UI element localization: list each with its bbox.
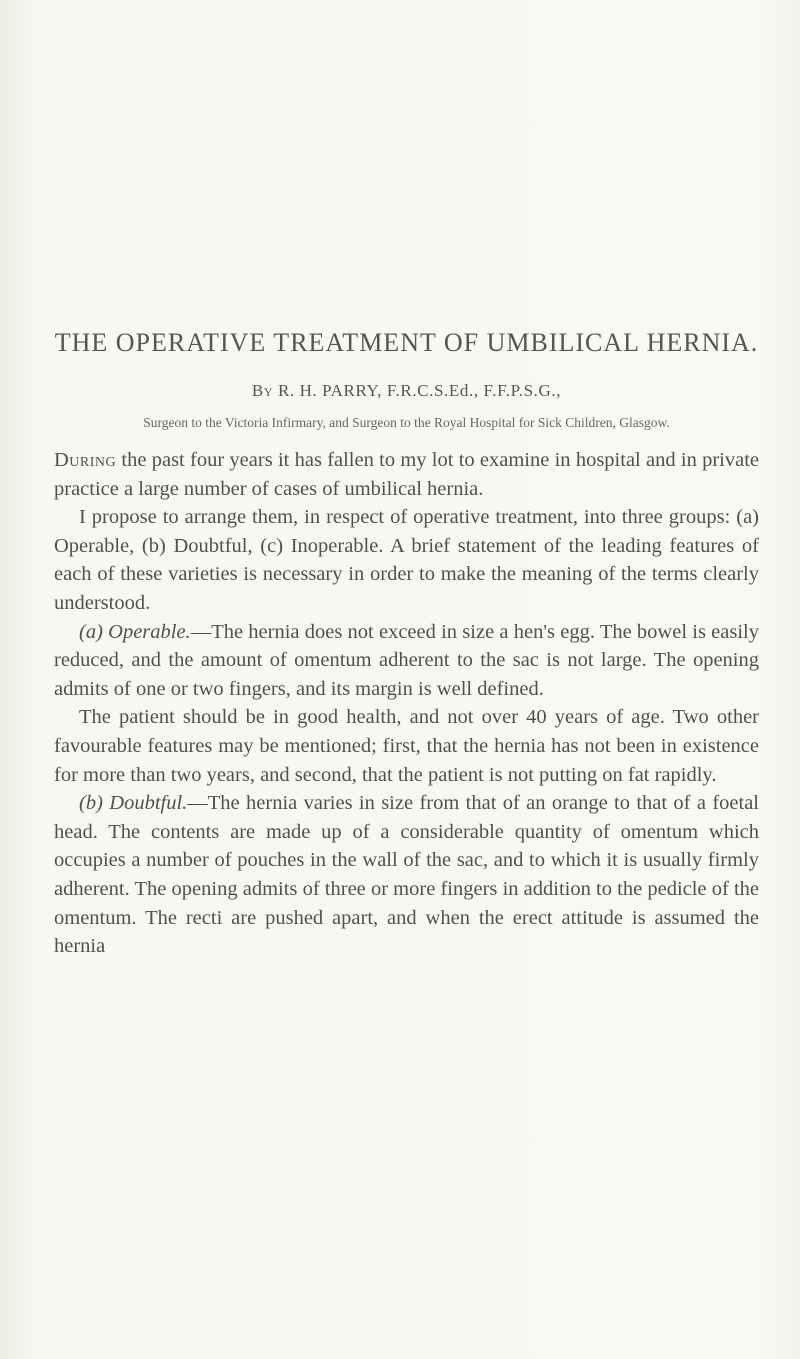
section-label-doubtful: (b) Doubtful.: [79, 792, 188, 815]
paragraph-text: —The hernia varies in size from that of an orange to that of a foetal head. The contents are made up of a considerable quantity of omentum which occupies a number of pouches in the wall of the sac, and to which it is usually firmly adherent. The opening admits of three or more fingers in addition to the pedicle of the omentum. The recti are pushed apart, and when the erect attitude is assumed the hernia: [54, 792, 759, 958]
section-label-operable: (a) Operable.: [79, 620, 191, 643]
article-title: THE OPERATIVE TREATMENT OF UMBILICAL HERNIA.: [54, 328, 759, 357]
article-body: [54, 446, 759, 961]
paragraph: [54, 618, 759, 704]
paragraph-text: The patient should be in good health, and not over 40 years of age. Two other favourable features may be mentioned; first, that the hernia has not been in existence for more than two years, and second, that the patient is not putting on fat rapidly.: [54, 706, 759, 786]
article: [54, 327, 759, 961]
paragraph-text: —The hernia does not exceed in size a hen's egg. The bowel is easily reduced, and the amount of omentum adherent to the sac is not large. The opening admits of one or two fingers, and its margin is well defined.: [54, 620, 759, 700]
paragraph: [54, 703, 759, 789]
paragraph-text: I propose to arrange them, in respect of operative treatment, into three groups: (a) Operable, (b) Doubtful, (c) Inoperable. A brief statement of the leading features of each of these varieties is necessary in order to make the meaning of the terms clearly understood.: [54, 506, 759, 614]
paragraph-text: the past four years it has fallen to my lot to examine in hospital and in private practice a large number of cases of umbilical hernia.: [54, 449, 759, 500]
author-name: R. H. PARRY, F.R.C.S.Ed., F.F.P.S.G.,: [277, 381, 562, 400]
byline-prefix: By: [251, 381, 274, 400]
drop-lead-word: During: [54, 449, 117, 471]
paragraph: [54, 446, 759, 503]
paragraph: [54, 503, 759, 617]
paragraph: [54, 789, 759, 961]
author-affiliation: Surgeon to the Victoria Infirmary, and Surgeon to the Royal Hospital for Sick Children, Glasgow.: [143, 415, 670, 430]
byline: [54, 381, 759, 401]
